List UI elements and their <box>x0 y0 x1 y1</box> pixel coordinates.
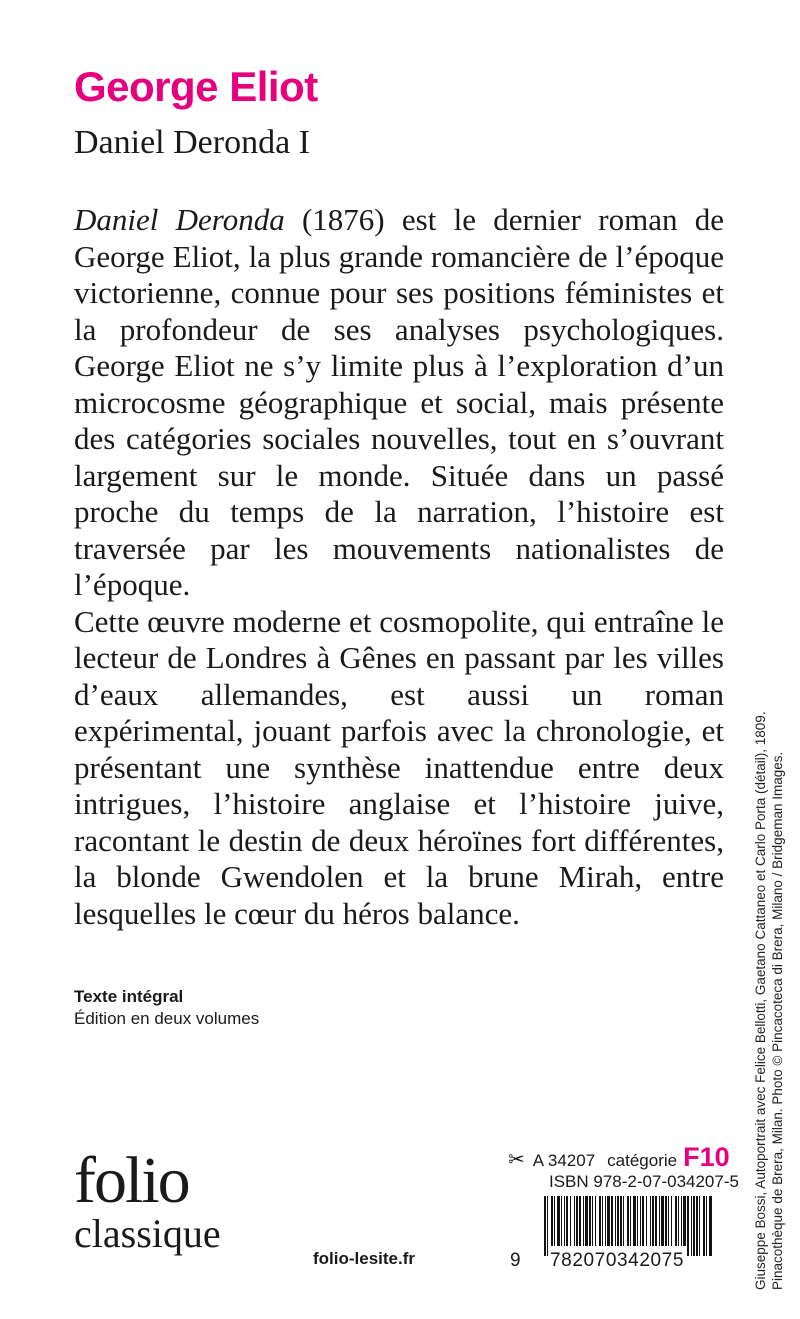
barcode <box>508 1196 714 1276</box>
isbn: ISBN 978-2-07-034207-5 <box>549 1172 739 1191</box>
category-label: catégorie <box>607 1151 678 1170</box>
edition-line-2: Édition en deux volumes <box>74 1009 260 1028</box>
image-credit-line-2: Pinacothèque de Brera, Milan. Photo © Pincacoteca di Brera, Milano / Bridgeman Images. <box>770 751 785 1290</box>
publisher-logo <box>74 1144 221 1256</box>
blurb-paragraph-2: Cette œuvre moderne et cosmopolite, qui entraîne le lecteur de Londres à Gênes en passant par les villes d’eaux allemandes, est aussi un roman expérimental, jouant parfois avec la chronologie, et présentant une synthèse inattendue entre deux intrigues, l’histoire anglaise et l’histoire juive, racontant le destin de deux héroïnes fort différentes, la blonde Gwendolen et la brune Mirah, entre lesquelles le cœur du héros balance. <box>74 603 724 931</box>
edition-line-1: Texte intégral <box>74 987 184 1006</box>
image-credit <box>752 710 786 1290</box>
edition-info <box>74 986 259 1030</box>
website: folio-lesite.fr <box>313 1249 416 1268</box>
category-value: F10 <box>683 1142 730 1172</box>
blurb <box>74 202 724 932</box>
logo-classique: classique <box>74 1211 221 1256</box>
price-code: A 34207 <box>532 1151 596 1170</box>
blurb-paragraph-1 <box>74 202 724 604</box>
scissors-icon: ✂ <box>508 1149 525 1171</box>
book-title: Daniel Deronda I <box>74 124 311 161</box>
blurb-book-title: Daniel Deronda <box>74 202 285 237</box>
image-credit-line-1: Giuseppe Bossi, Autoportrait avec Felice Bellotti, Gaetano Cattaneo et Carlo Porta (détail), 1809. <box>753 711 768 1290</box>
barcode-first-digit: 9 <box>510 1250 521 1271</box>
blurb-paragraph-1-text: (1876) est le dernier roman de George Eliot, la plus grande romancière de l’époque victorienne, connue pour ses positions féministes et la profondeur de ses analyses psychologiques. George Eliot ne s’y limite plus à l’exploration d’un microcosme géographique et social, mais présente des catégories sociales nouvelles, tout en s’ouvrant largement sur le monde. Située dans un passé proche du temps de la narration, l’histoire est traversée par les mouvements nationalistes de l’époque. <box>74 202 724 602</box>
author-name: George Eliot <box>74 63 318 110</box>
barcode-digits <box>508 1246 714 1276</box>
logo-folio: folio <box>74 1144 189 1217</box>
barcode-digit-string: 782070342075 <box>548 1246 686 1276</box>
